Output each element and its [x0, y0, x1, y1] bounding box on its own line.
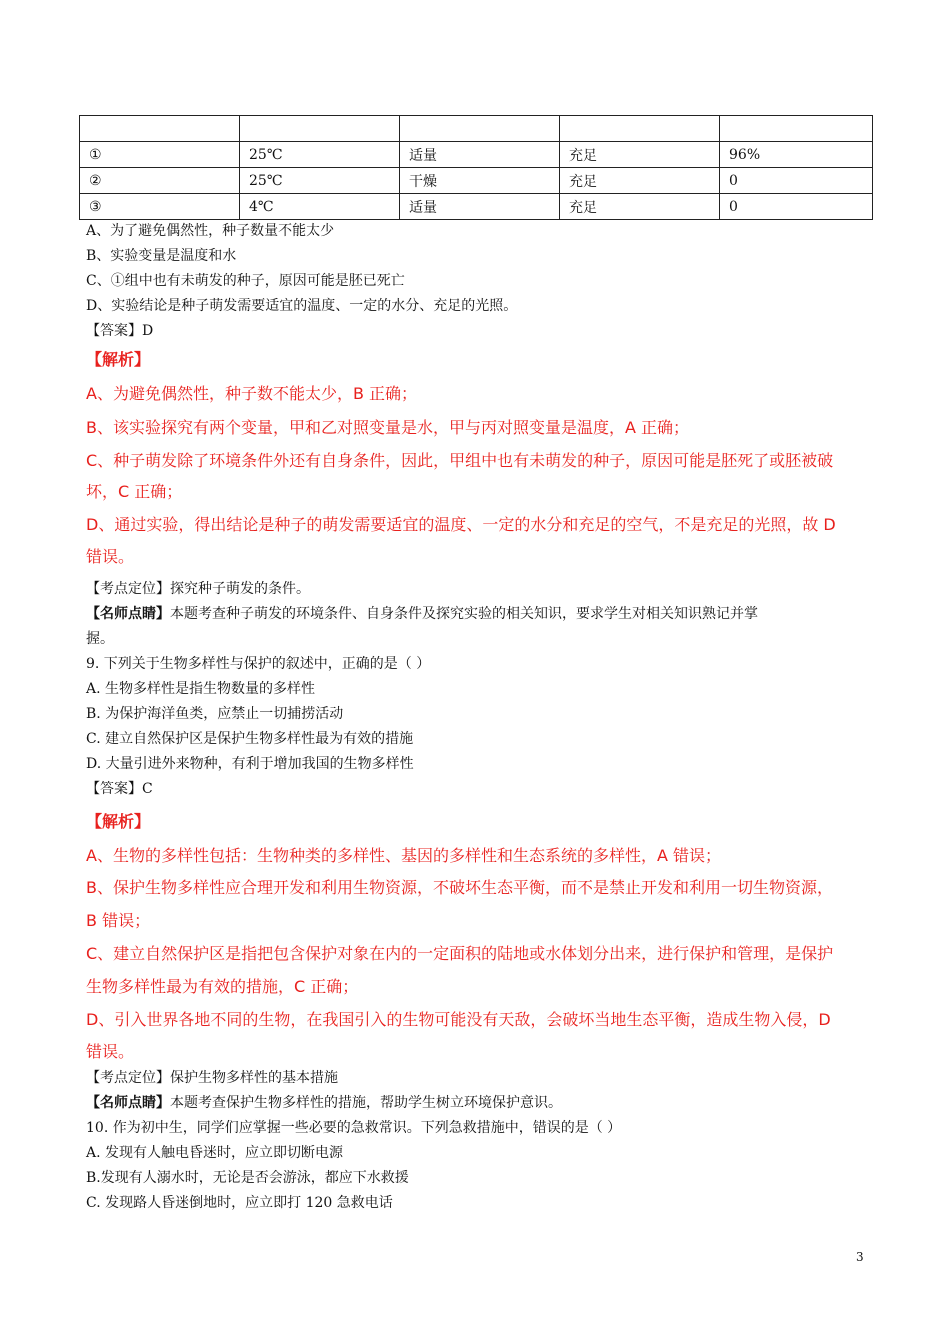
mingshi-label: 【名师点睛】: [86, 606, 170, 622]
kaodian-text: 探究种子萌发的条件。: [170, 581, 310, 597]
q9-analysis-line: B 错误；: [86, 911, 151, 930]
kaodian-text: 保护生物多样性的基本措施: [170, 1070, 338, 1086]
table-cell: ②: [80, 168, 240, 194]
table-cell: 适量: [400, 194, 560, 220]
q8-analysis-line: 错误。: [86, 547, 135, 566]
table-cell: 干燥: [400, 168, 560, 194]
q8-option-c: C、①组中也有未萌发的种子，原因可能是胚已死亡: [86, 273, 405, 289]
table-cell: ③: [80, 194, 240, 220]
table-cell: 96%: [720, 142, 873, 168]
q10-option-b: B.发现有人溺水时，无论是否会游泳，都应下水救援: [86, 1170, 409, 1186]
q8-kaodian: [86, 580, 310, 598]
q9-option-b: B. 为保护海洋鱼类，应禁止一切捕捞活动: [86, 706, 344, 722]
table-cell: 充足: [560, 194, 720, 220]
q8-mingshi-cont: 握。: [86, 631, 114, 647]
table-header-row: [80, 116, 873, 142]
q9-analysis-line: 错误。: [86, 1042, 135, 1061]
table-cell: 充足: [560, 168, 720, 194]
table-cell: [560, 116, 720, 142]
table-cell: 适量: [400, 142, 560, 168]
q8-analysis-line: B、该实验探究有两个变量，甲和乙对照变量是水，甲与丙对照变量是温度，A 正确；: [86, 418, 690, 437]
experiment-table: [79, 115, 873, 220]
kaodian-label: 【考点定位】: [86, 581, 170, 597]
q8-analysis-title: 【解析】: [86, 350, 151, 369]
q10-stem: 10. 作为初中生，同学们应掌握一些必要的急救常识。下列急救措施中，错误的是（ ）: [86, 1120, 622, 1136]
q8-analysis-line: C、种子萌发除了环境条件外还有自身条件，因此，甲组中也有未萌发的种子，原因可能是胚死了或胚被破: [86, 451, 834, 470]
q9-mingshi: [86, 1094, 562, 1112]
q8-analysis-line: A、为避免偶然性，种子数不能太少，B 正确；: [86, 384, 418, 403]
q10-option-c: C. 发现路人昏迷倒地时，应立即打 120 急救电话: [86, 1195, 393, 1211]
q9-option-d: D. 大量引进外来物种，有利于增加我国的生物多样性: [86, 756, 414, 772]
mingshi-label: 【名师点睛】: [86, 1095, 170, 1111]
q9-analysis-line: D、引入世界各地不同的生物，在我国引入的生物可能没有天敌，会破坏当地生态平衡，造成生物入侵，D: [86, 1010, 831, 1029]
table-cell: 25℃: [240, 168, 400, 194]
page-number: 3: [856, 1250, 864, 1264]
mingshi-text: 本题考查保护生物多样性的措施，帮助学生树立环境保护意识。: [170, 1095, 562, 1111]
q9-analysis-line: B、保护生物多样性应合理开发和利用生物资源，不破坏生态平衡，而不是禁止开发和利用一切生物资源，: [86, 878, 833, 897]
table-cell: 4℃: [240, 194, 400, 220]
q9-kaodian: [86, 1069, 338, 1087]
table-cell: [720, 116, 873, 142]
table-cell: [400, 116, 560, 142]
table-row: [80, 194, 873, 220]
mingshi-text: 本题考查种子萌发的环境条件、自身条件及探究实验的相关知识，要求学生对相关知识熟记并掌: [170, 606, 758, 622]
q8-analysis-line: 坏，C 正确；: [86, 482, 183, 501]
table-cell: [80, 116, 240, 142]
table-cell: ①: [80, 142, 240, 168]
q9-option-c: C. 建立自然保护区是保护生物多样性最为有效的措施: [86, 731, 414, 747]
table-cell: 充足: [560, 142, 720, 168]
table-cell: [240, 116, 400, 142]
q9-analysis-title: 【解析】: [86, 812, 151, 831]
q9-analysis-line: 生物多样性最为有效的措施，C 正确；: [86, 977, 359, 996]
q9-analysis-line: A、生物的多样性包括：生物种类的多样性、基因的多样性和生态系统的多样性，A 错误；: [86, 846, 721, 865]
table-cell: 0: [720, 168, 873, 194]
table-cell: 25℃: [240, 142, 400, 168]
q8-mingshi: [86, 605, 758, 623]
table-row: [80, 168, 873, 194]
table-cell: 0: [720, 194, 873, 220]
q9-option-a: A. 生物多样性是指生物数量的多样性: [86, 681, 316, 697]
q9-stem: 9. 下列关于生物多样性与保护的叙述中，正确的是（ ）: [86, 656, 431, 672]
q9-analysis-line: C、建立自然保护区是指把包含保护对象在内的一定面积的陆地或水体划分出来，进行保护和管理，是保护: [86, 944, 834, 963]
q8-analysis-line: D、通过实验，得出结论是种子的萌发需要适宜的温度、一定的水分和充足的空气，不是充足的光照，故 D: [86, 515, 836, 534]
q8-option-b: B、实验变量是温度和水: [86, 248, 237, 264]
q8-answer: 【答案】D: [86, 323, 154, 339]
q8-option-d: D、实验结论是种子萌发需要适宜的温度、一定的水分、充足的光照。: [86, 298, 518, 314]
table-row: [80, 142, 873, 168]
q8-option-a: A、为了避免偶然性，种子数量不能太少: [86, 223, 335, 239]
q10-option-a: A. 发现有人触电昏迷时，应立即切断电源: [86, 1145, 344, 1161]
kaodian-label: 【考点定位】: [86, 1070, 170, 1086]
q9-answer: 【答案】C: [86, 781, 153, 797]
